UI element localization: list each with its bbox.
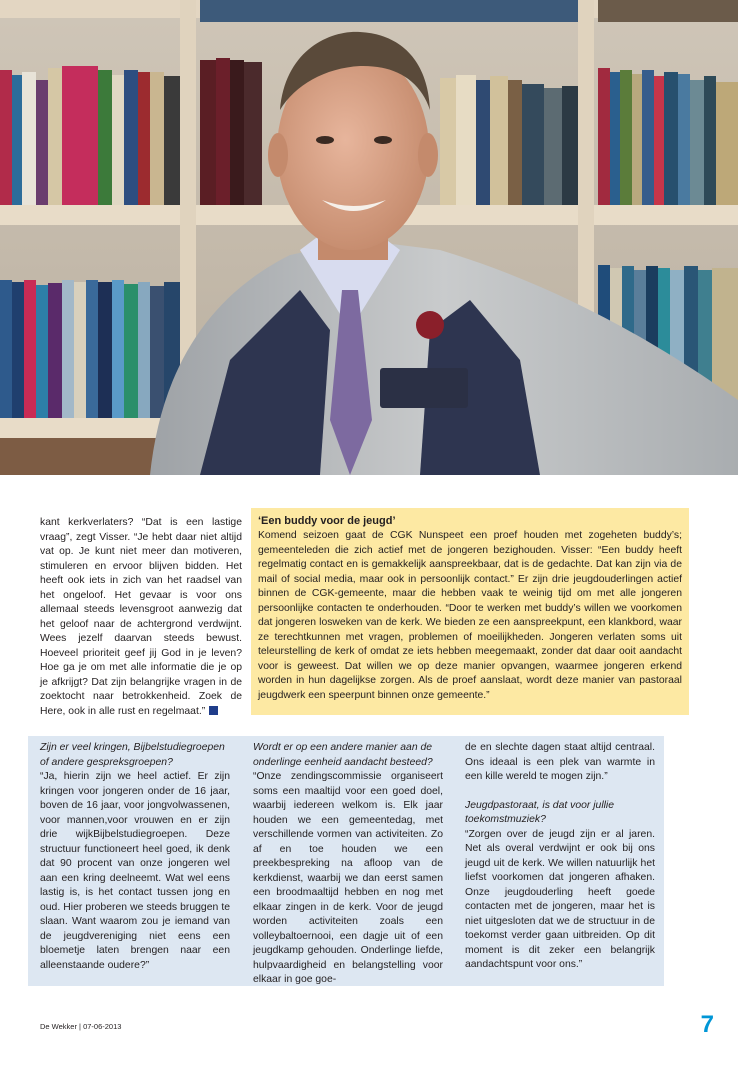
interview-column-2 [253,741,443,988]
intro-paragraph-text: kant kerkverlaters? “Dat is een lastige vraag”, zegt Visser. “Je hebt daar niet altijd vat op. Je kunt niet meer dan motiveren, stimuleren en ervoor blijven bidden. Het heeft ook iets in zich van het raadsel van het ongeloof. Het gevaar is voor ons allemaal steeds levensgroot aanwezig dat het geloof naar de achtergrond verdwijnt. Wees jezelf daarvan steeds bewust. Hoeveel prioriteit geef jij God in je leven? Hoe ga je om met alle informatie die je op je afkrijgt? Dat zijn belangrijke vragen in de zoektocht naar betrokkenheid. Zoek de Here, ook in alle rust en regelmaat.” [40,517,242,717]
answer-1: “Ja, hierin zijn we heel actief. Er zijn kringen voor jongeren onder de 16 jaar, boven de 16 jaar, voor jongvolwassenen, voor mannen,voor vrouwen en er zijn drie wijkBijbelstudiegroepen. Deze structuur functioneert heel goed, ik denk dat 90 procent van onze jongeren wel aan een kring deelneemt. Wat wel eens lastig is, is het contact tussen jong en oud. Hier proberen we steeds bruggen te slaan. Want waarom zou je iemand van de jeugdvereniging niet eens een bloemetje laten brengen naar een alleenstaande oudere?” [40,771,230,971]
interview-column-1 [40,741,230,973]
intro-paragraph [40,516,242,719]
interview-column-3 [465,741,655,973]
footer-publication: De Wekker | 07-06-2013 [40,1022,122,1031]
answer-3: “Zorgen over de jeugd zijn er al jaren. Net als overal verdwijnt er ook bij ons jeugd uit de kerk. We willen natuurlijk het liefst voorkomen dat jongeren afhaken. Onze jeugdouderling heeft goede contacten met de jongeren, maar het is niet uitgesloten dat we de structuur in de toekomst verder gaan uitbreiden. Op dit moment is dit zeker een belangrijk aandachtspunt voor ons.” [465,828,655,970]
question-3: Jeugdpastoraat, is dat voor jullie toekomstmuziek? [465,799,615,825]
end-of-article-marker-icon [209,706,218,715]
article-photo [0,0,738,475]
column-3-continuation-spacer: de en slechte dagen staat altijd centraal. Ons ideaal is een plek van warmte in een kille wereld te mogen zijn.” [465,742,655,782]
sidebar-box [251,508,689,715]
answer-2: “Onze zendingscommissie organiseert soms een maaltijd voor een goed doel, waarbij iedereen welkom is. Elk jaar houden we een gemeentedag, met verschillende vormen van activiteiten. Zo af en toe houden we een preekbespreking na afloop van de kerkdienst, waarbij we dan eerst samen een broodmaaltijd hebben en nog met elkaar zingen in de kerk. Voor de jeugd worden activiteiten zoals een volleybaltoernooi, een dagje uit of een jeugdkamp gehouden. Onderlinge liefde, hulpvaardigheid en belangstelling voor elkaar in goe goe- [253,771,443,985]
sidebar-text: Komend seizoen gaat de CGK Nunspeet een proef houden met zogeheten buddy’s; gemeenteleden die zich actief met de jongeren bezighouden. Visser: “Een buddy heeft regelmatig contact en is gemakkelijk aanspreekbaar, dat is de gedachte. Dat kan zijn via de mail of social media, maar ook in persoonlijk contact.” Er zijn drie jeugdouderlingen actief binnen de CGK-gemeente, maar die hebben vaak te weinig tijd om met alle jongeren persoonlijke contacten te onderhouden. “Door te werken met buddy’s willen we voorkomen dat jongeren losweken van de kerk. We bieden ze een aanspreekpunt, een klankbord, waar ze terechtkunnen met vragen, problemen of moeilijkheden. Jongeren verlaten soms uit teleurstelling de kerk of omdat ze iets hebben meegemaakt, zonder dat daar ooit aandacht voor is geweest. Dat willen we op deze manier opvangen, waarmee jongeren erkend worden in hun dagelijkse zorgen. Als de proef aanslaat, wordt deze manier van pastoraal jeugdwerk een speerpunt binnen onze gemeente.” [258,530,682,701]
sidebar-title: ‘Een buddy voor de jeugd’ [258,515,396,527]
page-number: 7 [700,1011,714,1038]
question-1: Zijn er veel kringen, Bijbelstudiegroepen of andere gespreksgroepen? [40,742,225,768]
man-in-front-of-bookshelf-photo [0,0,738,475]
question-2: Wordt er op een andere manier aan de onderlinge eenheid aandacht besteed? [253,742,433,768]
